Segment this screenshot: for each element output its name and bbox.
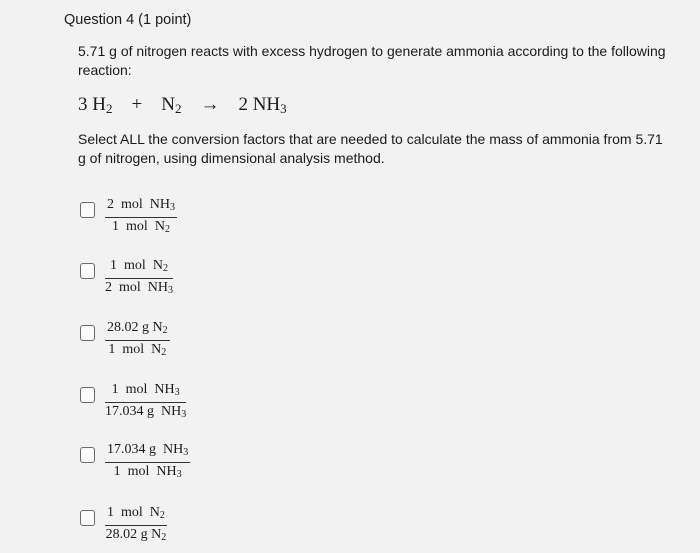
option-5-checkbox[interactable] — [80, 447, 95, 463]
option-3-fraction — [105, 319, 170, 361]
option-4-numerator-text: 1 mol NH — [111, 382, 175, 397]
reaction-equation — [78, 94, 287, 117]
question-label: Question 4 — [64, 12, 135, 28]
option-6-fraction — [105, 504, 167, 546]
instruction-prompt: Select ALL the conversion factors that are needed to calculate the mass of ammonia from 5.71 g of nitrogen, using dimensional analysis method. — [78, 131, 663, 166]
option-4-denominator-subscript: 3 — [181, 409, 187, 420]
option-6-numerator-text: 1 mol N — [107, 505, 160, 520]
product-1-subscript: 3 — [280, 101, 287, 116]
option-6-denominator-subscript: 2 — [161, 532, 167, 543]
option-1-denominator — [105, 217, 177, 238]
option-2-numerator-subscript: 2 — [162, 263, 168, 274]
reactant-1-subscript: 2 — [105, 101, 113, 116]
option-6-denominator-text: 28.02 g N — [105, 527, 162, 542]
option-4-fraction — [105, 381, 186, 423]
option-2-numerator — [105, 257, 173, 278]
option-2-denominator-text: 2 mol NH — [105, 280, 168, 295]
option-2-denominator-subscript: 3 — [168, 285, 173, 296]
option-5-numerator — [105, 441, 190, 462]
option-2-denominator — [105, 278, 173, 299]
option-1-fraction — [105, 196, 177, 238]
option-1-numerator — [105, 196, 177, 217]
reactant-2-subscript: 2 — [174, 101, 182, 116]
plus-sign: + — [131, 94, 143, 115]
option-1-checkbox[interactable] — [80, 202, 95, 218]
question-prompt: 5.71 g of nitrogen reacts with excess hydrogen to generate ammonia according to the following reaction: — [78, 43, 666, 78]
option-3-denominator-subscript: 2 — [161, 347, 167, 358]
reactant-1-text: 3 H — [78, 94, 106, 115]
option-4-denominator-text: 17.034 g NH — [105, 404, 182, 419]
option-5-denominator — [105, 462, 190, 483]
option-5-numerator-subscript: 3 — [183, 447, 189, 458]
option-3-numerator-subscript: 2 — [162, 325, 168, 336]
option-3-denominator — [105, 340, 170, 361]
option-5-denominator-text: 1 mol NH — [113, 464, 177, 479]
question-header — [64, 12, 191, 28]
option-5-numerator-text: 17.034 g NH — [107, 442, 184, 457]
option-5-fraction — [105, 441, 190, 483]
option-1-denominator-text: 1 mol N — [112, 219, 165, 234]
option-2-checkbox[interactable] — [80, 263, 95, 279]
option-6-checkbox[interactable] — [80, 510, 95, 526]
option-4-numerator — [105, 381, 186, 402]
option-6-numerator-subscript: 2 — [159, 510, 165, 521]
option-4-checkbox[interactable] — [80, 387, 95, 403]
question-points: (1 point) — [138, 12, 192, 28]
product-1-text: 2 NH — [238, 94, 281, 115]
reactant-2-text: N — [161, 94, 175, 115]
option-5-denominator-subscript: 3 — [176, 469, 182, 480]
option-6-denominator — [105, 525, 167, 546]
option-4-numerator-subscript: 3 — [174, 387, 180, 398]
option-1-denominator-subscript: 2 — [164, 224, 170, 235]
option-6-numerator — [105, 504, 167, 525]
option-3-numerator-text: 28.02 g N — [107, 320, 163, 335]
reactant-2 — [161, 94, 181, 115]
option-2-numerator-text: 1 mol N — [110, 258, 163, 273]
reaction-arrow: → — [200, 94, 220, 115]
option-2-fraction — [105, 257, 173, 299]
option-4-denominator — [105, 402, 186, 423]
option-3-numerator — [105, 319, 170, 340]
reactant-1 — [78, 94, 112, 115]
option-1-numerator-subscript: 3 — [170, 202, 175, 213]
product-1 — [238, 94, 286, 115]
option-1-numerator-text: 2 mol NH — [107, 197, 170, 212]
option-3-checkbox[interactable] — [80, 325, 95, 341]
option-3-denominator-text: 1 mol N — [108, 342, 162, 357]
